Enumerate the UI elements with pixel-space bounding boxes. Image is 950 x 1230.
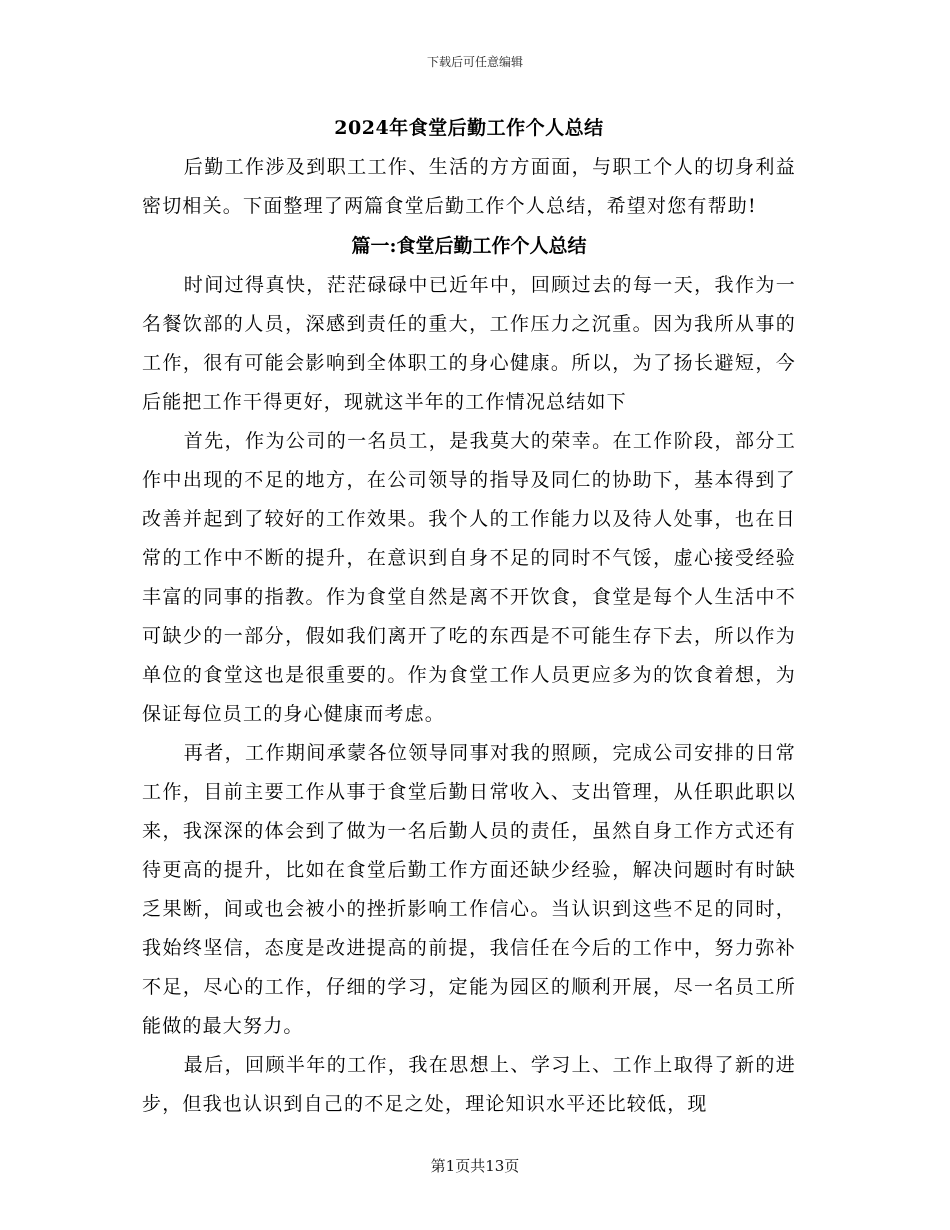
section-title: 篇一:食堂后勤工作个人总结 xyxy=(351,235,587,257)
body-paragraph-1: 时间过得真快，茫茫碌碌中已近年中，回顾过去的每一天，我作为一名餐饮部的人员，深感到责任的重大，工作压力之沉重。因为我所从事的工作，很有可能会影响到全体职工的身心健康。所以，为了扬长避短，今后能把工作干得更好，现就这半年的工作情况总结如下 xyxy=(142,274,796,413)
document-title: 2024年食堂后勤工作个人总结 xyxy=(334,117,604,139)
body-paragraph-3: 再者，工作期间承蒙各位领导同事对我的照顾，完成公司安排的日常工作，目前主要工作从事于食堂后勤日常收入、支出管理，从任职此职以来，我深深的体会到了做为一名后勤人员的责任，虽然自身工作方式还有待更高的提升，比如在食堂后勤工作方面还缺少经验，解决问题时有时缺乏果断，间或也会被小的挫折影响工作信心。当认识到这些不足的同时，我始终坚信，态度是改进提高的前提，我信任在今后的工作中，努力弥补不足，尽心的工作，仔细的学习，定能为园区的顺利开展，尽一名员工所能做的最大努力。 xyxy=(142,742,796,1037)
page-header-note: 下载后可任意编辑 xyxy=(426,55,523,69)
intro-paragraph: 后勤工作涉及到职工工作、生活的方方面面，与职工个人的切身利益密切相关。下面整理了两篇食堂后勤工作个人总结，希望对您有帮助! xyxy=(142,156,796,217)
body-paragraph-4: 最后，回顾半年的工作，我在思想上、学习上、工作上取得了新的进步，但我也认识到自己的不足之处，理论知识水平还比较低，现 xyxy=(142,1054,796,1115)
page-number-footer: 第1页共13页 xyxy=(430,1157,520,1175)
document-body xyxy=(142,108,796,1124)
body-paragraph-2: 首先，作为公司的一名员工，是我莫大的荣幸。在工作阶段，部分工作中出现的不足的地方，在公司领导的指导及同仁的协助下，基本得到了改善并起到了较好的工作效果。我个人的工作能力以及待人处事，也在日常的工作中不断的提升，在意识到自身不足的同时不气馁，虚心接受经验丰富的同事的指教。作为食堂自然是离不开饮食，食堂是每个人生活中不可缺少的一部分，假如我们离开了吃的东西是不可能生存下去，所以作为单位的食堂这也是很重要的。作为食堂工作人员更应多为的饮食着想，为保证每位员工的身心健康而考虑。 xyxy=(142,430,796,725)
